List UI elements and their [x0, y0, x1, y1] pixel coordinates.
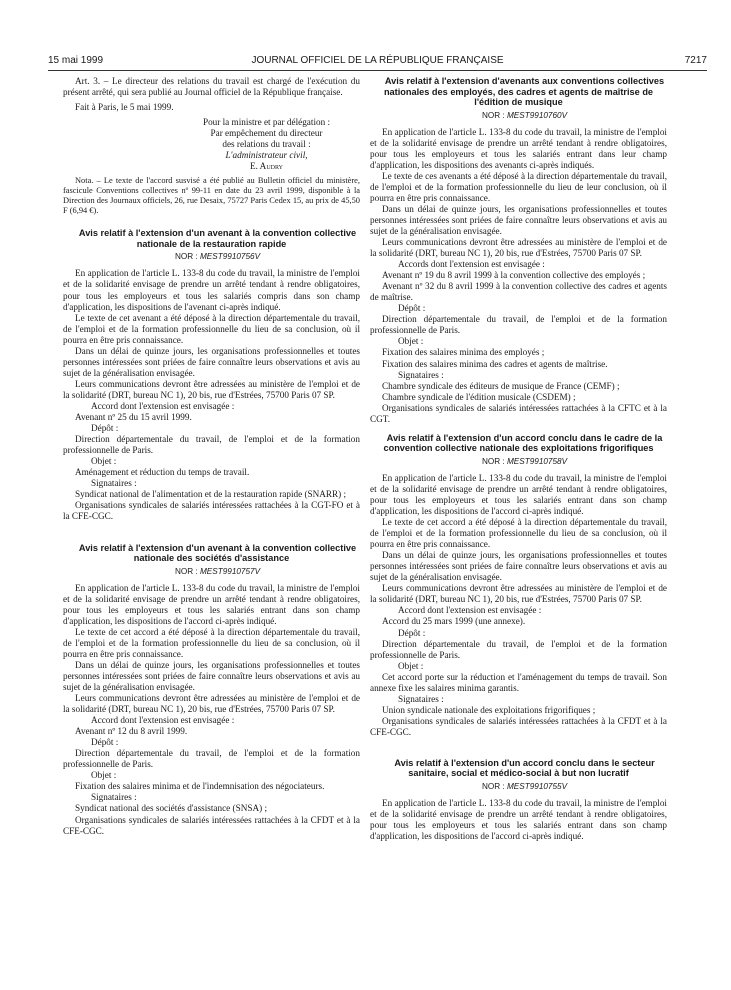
header-date: 15 mai 1999 — [48, 55, 104, 66]
paragraph: Dans un délai de quinze jours, les organisations professionnelles et toutes personnes intéressées sont priées de faire connaître leurs observations et avis au sujet de la généralisation envisagée. — [63, 659, 360, 692]
fait-a-paris: Fait à Paris, le 5 mai 1999. — [75, 102, 174, 113]
paragraph: En application de l'article L. 133-8 du code du travail, la ministre de l'emploi et de la solidarité envisage de prendre un arrêté tendant à rendre obligatoires, pour tous les employeurs et tous les salariés entrant dans leur champ d'application, les dispositions des avenants ci-après indiqués. — [370, 126, 667, 170]
accord-label: Accords dont l'extension est envisagée : — [398, 259, 545, 270]
accord-text: Avenant nº 19 du 8 avril 1999 à la convention collective des employés ; — [382, 270, 646, 281]
objet-label: Objet : — [398, 336, 424, 347]
nor-label: NOR : — [481, 781, 505, 791]
signataires-label: Signataires : — [91, 478, 137, 489]
signataire: Organisations syndicales de salariés intéressées rattachées à la CGT-FO et à la CFE-CGC. — [63, 500, 360, 522]
paragraph: Le texte de cet accord a été déposé à la direction départementale du travail, de l'emploi et de la formation professionnelle du lieu de sa conclusion, où il pourra en être pris connaissance. — [63, 626, 360, 659]
signataires-label: Signataires : — [398, 693, 444, 704]
notice-title: Avis relatif à l'extension d'un avenant à la convention collective nationale des sociétés d'assistance — [78, 542, 357, 563]
nor-label: NOR : — [481, 110, 505, 120]
paragraph: Dans un délai de quinze jours, les organisations professionnelles et toutes personnes intéressées sont priées de faire connaître leurs observations et avis au sujet de la généralisation envisagée. — [63, 345, 360, 378]
header-rule — [48, 70, 707, 71]
nota: Nota. – Le texte de l'accord susvisé a été publié au Bulletin officiel du ministère, fascicule Conventions collectives nº 99-11 en date du 23 avril 1999, disponible à la Direction des Journaux officiels, 26, rue Desaix, 75727 Paris Cedex 15, au prix de 45,50 F (6,94 €). — [63, 176, 360, 216]
depot-label: Dépôt : — [398, 627, 426, 638]
accord-text: Avenant nº 32 du 8 avril 1999 à la convention collective des cadres et agents de maîtrise. — [370, 281, 667, 303]
paragraph: En application de l'article L. 133-8 du code du travail, la ministre de l'emploi et de la solidarité envisage de prendre un arrêté tendant à rendre obligatoires, pour tous les employeurs et tous les salariés entrant dans son champ d'application, les dispositions de l'accord ci-après indiqué. — [63, 582, 360, 626]
left-column — [63, 76, 360, 837]
nor-reference — [63, 566, 360, 577]
signataires-label: Signataires : — [398, 369, 444, 380]
nor-label: NOR : — [481, 456, 505, 466]
signature-name: E. Audry — [249, 161, 283, 172]
signataire: Organisations syndicales de salariés intéressées rattachées à la CFTC et à la CGT. — [370, 402, 667, 424]
depot-text: Direction départementale du travail, de l'emploi et de la formation professionnelle de Paris. — [63, 434, 360, 456]
objet-text: Fixation des salaires minima des employés ; — [382, 347, 545, 358]
nor-label: NOR : — [174, 252, 198, 262]
signataire: Union syndicale nationale des exploitations frigorifiques ; — [382, 704, 596, 715]
objet-label: Objet : — [398, 660, 424, 671]
nor-code: MEST9910758V — [506, 456, 568, 466]
paragraph: Leurs communications devront être adressées au ministère de l'emploi et de la solidarité (DRT, bureau NC 1), 20 bis, rue d'Estrées, 75700 Paris 07 SP. — [63, 378, 360, 400]
nor-reference — [63, 251, 360, 262]
notice-title: Avis relatif à l'extension d'avenants aux conventions collectives nationales des employés, des cadres et agents de maîtrise de l'édition de musique — [383, 76, 665, 107]
signataires-label: Signataires : — [91, 792, 137, 803]
signature-line-4: L'administrateur civil, — [225, 150, 308, 161]
nor-code: MEST9910755V — [506, 781, 568, 791]
accord-label: Accord dont l'extension est envisagée : — [398, 605, 542, 616]
signataire: Organisations syndicales de salariés intéressées rattachées à la CFDT et à la CFE-CGC. — [63, 814, 360, 836]
header-page-number: 7217 — [684, 55, 707, 66]
notice-title: Avis relatif à l'extension d'un accord conclu dans le secteur sanitaire, social et médico-social à but non lucratif — [394, 757, 655, 779]
accord-text: Avenant nº 25 du 15 avril 1999. — [75, 412, 192, 423]
depot-label: Dépôt : — [91, 423, 119, 434]
signature-line-3: des relations du travail : — [222, 139, 311, 150]
article-3: Art. 3. – Le directeur des relations du travail est chargé de l'exécution du présent arrêté, qui sera publié au Journal officiel de la République française. — [63, 76, 360, 98]
accord-label: Accord dont l'extension est envisagée : — [91, 715, 235, 726]
depot-text: Direction départementale du travail, de l'emploi et de la formation professionnelle de Paris. — [370, 314, 667, 336]
paragraph: En application de l'article L. 133-8 du code du travail, la ministre de l'emploi et de la solidarité envisage de prendre un arrêté tendant à rendre obligatoires, pour tous les employeurs et tous les salariés compris dans son champ d'application, les dispositions de l'avenant ci-après indiqué. — [63, 268, 360, 312]
objet-text: Aménagement et réduction du temps de travail. — [75, 467, 250, 478]
accord-text: Avenant nº 12 du 8 avril 1999. — [75, 726, 188, 737]
nor-reference — [370, 456, 667, 467]
notice-title: Avis relatif à l'extension d'un accord conclu dans le cadre de la convention collective nationale des exploitations frigorifiques — [383, 432, 663, 454]
notice-title: Avis relatif à l'extension d'un avenant à la convention collective nationale de la restauration rapide — [78, 228, 357, 249]
nor-label: NOR : — [174, 566, 198, 576]
depot-text: Direction départementale du travail, de l'emploi et de la formation professionnelle de Paris. — [63, 748, 360, 770]
nor-code: MEST9910757V — [199, 566, 261, 576]
depot-text: Direction départementale du travail, de l'emploi et de la formation professionnelle de Paris. — [370, 638, 667, 660]
signataire: Organisations syndicales de salariés intéressées rattachées à la CFDT et à la CFE-CGC. — [370, 715, 667, 737]
nor-code: MEST9910760V — [506, 110, 568, 120]
accord-label: Accord dont l'extension est envisagée : — [91, 400, 235, 411]
signature-line-2: Par empêchement du directeur — [210, 128, 323, 139]
objet-text: Fixation des salaires minima des cadres et agents de maîtrise. — [382, 358, 608, 369]
nor-reference — [370, 781, 667, 792]
header-journal-title: JOURNAL OFFICIEL DE LA RÉPUBLIQUE FRANÇAISE — [251, 55, 504, 66]
nor-code: MEST9910756V — [199, 252, 261, 262]
signataire: Chambre syndicale des éditeurs de musique de France (CEMF) ; — [382, 380, 620, 391]
paragraph: Dans un délai de quinze jours, les organisations professionnelles et toutes personnes intéressées sont priées de faire connaître leurs observations et avis au sujet de la généralisation envisagée. — [370, 203, 667, 236]
paragraph: Dans un délai de quinze jours, les organisations professionnelles et toutes personnes intéressées sont priées de faire connaître leurs observations et avis au sujet de la généralisation envisagée. — [370, 550, 667, 583]
signataire: Chambre syndicale de l'édition musicale (CSDEM) ; — [382, 391, 576, 402]
paragraph: Leurs communications devront être adressées au ministère de l'emploi et de la solidarité (DRT, bureau NC 1), 20 bis, rue d'Estrées, 75700 Paris 07 SP. — [370, 237, 667, 259]
paragraph: Le texte de cet avenant a été déposé à la direction départementale du travail, de l'emploi et de la formation professionnelle du lieu de sa conclusion, où il pourra en être pris connaissance. — [63, 312, 360, 345]
depot-label: Dépôt : — [398, 303, 426, 314]
paragraph: Leurs communications devront être adressées au ministère de l'emploi et de la solidarité (DRT, bureau NC 1), 20 bis, rue d'Estrées, 75700 Paris 07 SP. — [63, 693, 360, 715]
signataire: Syndicat national des sociétés d'assistance (SNSA) ; — [75, 803, 268, 814]
right-column — [370, 76, 667, 842]
paragraph: Le texte de ces avenants a été déposé à la direction départementale du travail, de l'emploi et de la formation professionnelle du lieu de leur conclusion, où il pourra en être pris connaissance. — [370, 170, 667, 203]
paragraph: Le texte de cet accord a été déposé à la direction départementale du travail, de l'emploi et de la formation professionnelle du lieu de sa conclusion, où il pourra en être pris connaissance. — [370, 517, 667, 550]
signature-line-1: Pour la ministre et par délégation : — [202, 117, 331, 128]
objet-text: Fixation des salaires minima et de l'indemnisation des négociateurs. — [75, 781, 325, 792]
paragraph: En application de l'article L. 133-8 du code du travail, la ministre de l'emploi et de la solidarité envisage de prendre un arrêté tendant à rendre obligatoires, pour tous les employeurs et tous les salariés entrant dans son champ d'application, les dispositions de l'accord ci-après indiqué. — [370, 798, 667, 842]
accord-text: Accord du 25 mars 1999 (une annexe). — [382, 616, 526, 627]
objet-label: Objet : — [91, 770, 117, 781]
signataire: Syndicat national de l'alimentation et de la restauration rapide (SNARR) ; — [75, 489, 347, 500]
paragraph: En application de l'article L. 133-8 du code du travail, la ministre de l'emploi et de la solidarité envisage de prendre un arrêté tendant à rendre obligatoires, pour tous les employeurs et tous les salariés entrant dans son champ d'application, les dispositions de l'accord ci-après indiqué. — [370, 472, 667, 516]
page-header — [48, 55, 707, 69]
paragraph: Leurs communications devront être adressées au ministère de l'emploi et de la solidarité (DRT, bureau NC 1), 20 bis, rue d'Estrées, 75700 Paris 07 SP. — [370, 583, 667, 605]
objet-label: Objet : — [91, 456, 117, 467]
objet-text: Cet accord porte sur la réduction et l'aménagement du temps de travail. Son annexe fixe les salaires minima garantis. — [370, 671, 667, 693]
nor-reference — [370, 110, 667, 121]
depot-label: Dépôt : — [91, 737, 119, 748]
